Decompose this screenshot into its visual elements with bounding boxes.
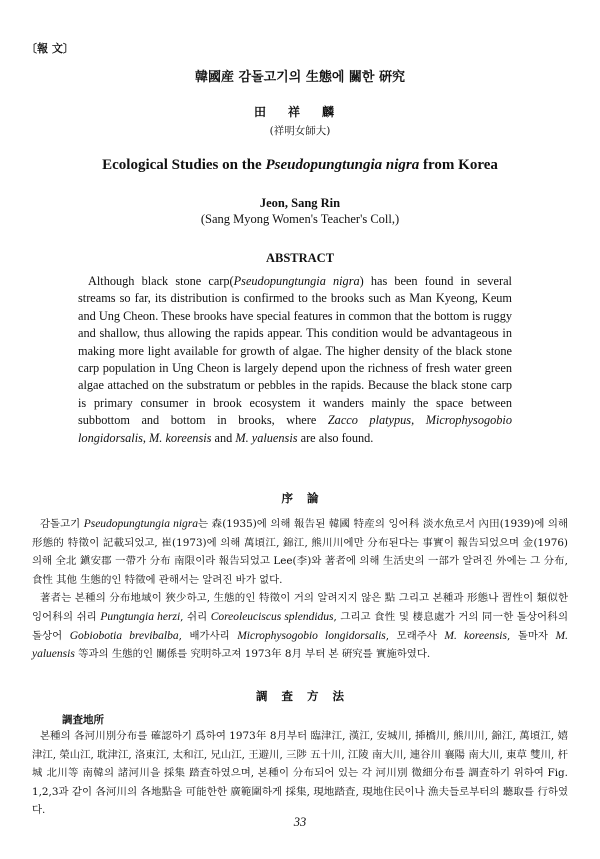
intro-heading: 序論	[281, 491, 333, 505]
korean-title: 韓國産 감돌고기의 生態에 關한 硏究	[194, 70, 405, 85]
intro-text: 감돌고기	[40, 518, 84, 530]
english-author: Jeon, Sang Rin	[259, 196, 341, 210]
abstract-text-1: Although black stone carp(	[88, 274, 234, 288]
english-affiliation: (Sang Myong Women's Teacher's Coll,)	[200, 212, 400, 226]
english-title-suffix: from Korea	[419, 157, 498, 173]
intro-species: Gobiobotia brevibalba	[69, 629, 179, 642]
intro-text: , 돌마자	[506, 629, 556, 642]
methods-subheading: 調査地所	[62, 714, 104, 726]
intro-species: Microphysogobio longidorsalis	[237, 629, 386, 642]
intro-text: , 쉬리	[180, 610, 211, 623]
abstract-species-3: M. yaluensis	[235, 430, 298, 445]
abstract-text-3: and	[211, 430, 236, 445]
intro-paragraph-1	[32, 515, 568, 589]
intro-paragraph-2	[32, 589, 568, 663]
abstract-text-4: are also found.	[297, 430, 374, 445]
intro-text: 等과의 生態的인 關係를 究明하고져 1973年 8月 부터 본 硏究를 實施하였다.	[74, 648, 431, 661]
abstract-body	[78, 273, 512, 447]
methods-body	[32, 727, 568, 820]
intro-text: , 그리고 食性 및 棲息處가 거의 同一한 돌상어科의 돌상어	[32, 610, 568, 642]
intro-species: Coreoleuciscus splendidus	[210, 610, 334, 623]
korean-author: 田祥麟	[253, 105, 356, 119]
methods-heading: 調査方法	[256, 689, 358, 703]
intro-species: Pseudopungtungia nigra	[83, 518, 198, 530]
intro-text: , 모래주사	[385, 629, 445, 642]
abstract-species-2: Zacco platypus, Microphysogobio longidorsalis, M. koreensis	[78, 413, 512, 445]
intro-body	[32, 515, 568, 664]
abstract-paragraph	[78, 273, 512, 447]
intro-text: 는 森(1935)에 의해 報告된 韓國 特産의 잉어科 淡水魚로서 內田(1939)에 의해 形態的 特徵이 記載되었고, 崔(1973)에 의해 萬頃江, 錦江, 熊川川에만 分布된다는 事實이 報告되었으며 金(1976) 의해 全北 鎭安郡 一帶가 分布 南限이라 報告되었고 Lee(李)와 著者에 의해 生活史의 一部가 알려진 外에는 그 分布, 食性 其他 生態的인 特徵에 관해서는 알려진 바가 없다.	[32, 518, 569, 586]
intro-species: M. yaluensis	[32, 629, 569, 661]
page-number: 33	[293, 815, 307, 829]
intro-text: 著者는 본種의 分布地域이 狹少하고, 生態的인 特徵이 거의 알려지지 않은 點 그리고 본種과 形態나 習性이 類似한 잉어科의 쉬리	[32, 592, 568, 623]
intro-species: M. koreensis	[444, 629, 507, 642]
abstract-heading: ABSTRACT	[265, 251, 335, 265]
abstract-species-1: Pseudopungtungia nigra	[233, 274, 360, 288]
abstract-text-2: ) has been found in several streams so far, its distribution is confirmed to the brooks such as Man Kyeong, Keum and Ung Cheon. These brooks have special features in common that the bottom is ruggy and shallow, thus allowing the rapids appear. This condition would be advantageous in making more light available for growth of algae. The higher density of the black stone carp population in Ung Cheon is largely depend upon the richness of fresh water green algae attached on the substratum or pebbles in the rapids. Because the black stone carp is primary consumer in brook ecosystem it wanders mainly the space between subbottom and bottom in brooks, where	[78, 274, 512, 428]
article-type-tag: 〔報 文〕	[26, 42, 74, 55]
korean-affiliation: (祥明女師大)	[269, 125, 331, 137]
intro-text: , 배가사리	[178, 629, 238, 642]
english-title-prefix: Ecological Studies on the	[102, 157, 266, 173]
english-title	[0, 157, 600, 174]
english-title-species: Pseudopungtungia nigra	[265, 157, 420, 173]
intro-species: Pungtungia herzi	[100, 610, 181, 623]
methods-paragraph: 본種의 各河川別分布를 確認하기 爲하여 1973年 8月부터 臨津江, 漢江, 安城川, 揷橋川, 熊川川, 錦江, 萬頃江, 嬉津江, 榮山江, 耽津江, 洛東江, 太和江, 兄山江, 王避川, 三陟 五十川, 江陵 南大川, 連谷川 襄陽 南大川, 東草 雙川, 杆城 北川等 南韓의 諸河川을 採集 踏査하였으며, 본種이 分布되어 있는 각 河川別 微細分布를 調査하기 위하여 Fig. 1,2,3과 같이 各河川의 各地點을 可能한한 廣範圍하게 採集, 現地踏査, 現地住民이나 漁夫들로부터의 聽取를 行하였다.	[32, 730, 568, 817]
